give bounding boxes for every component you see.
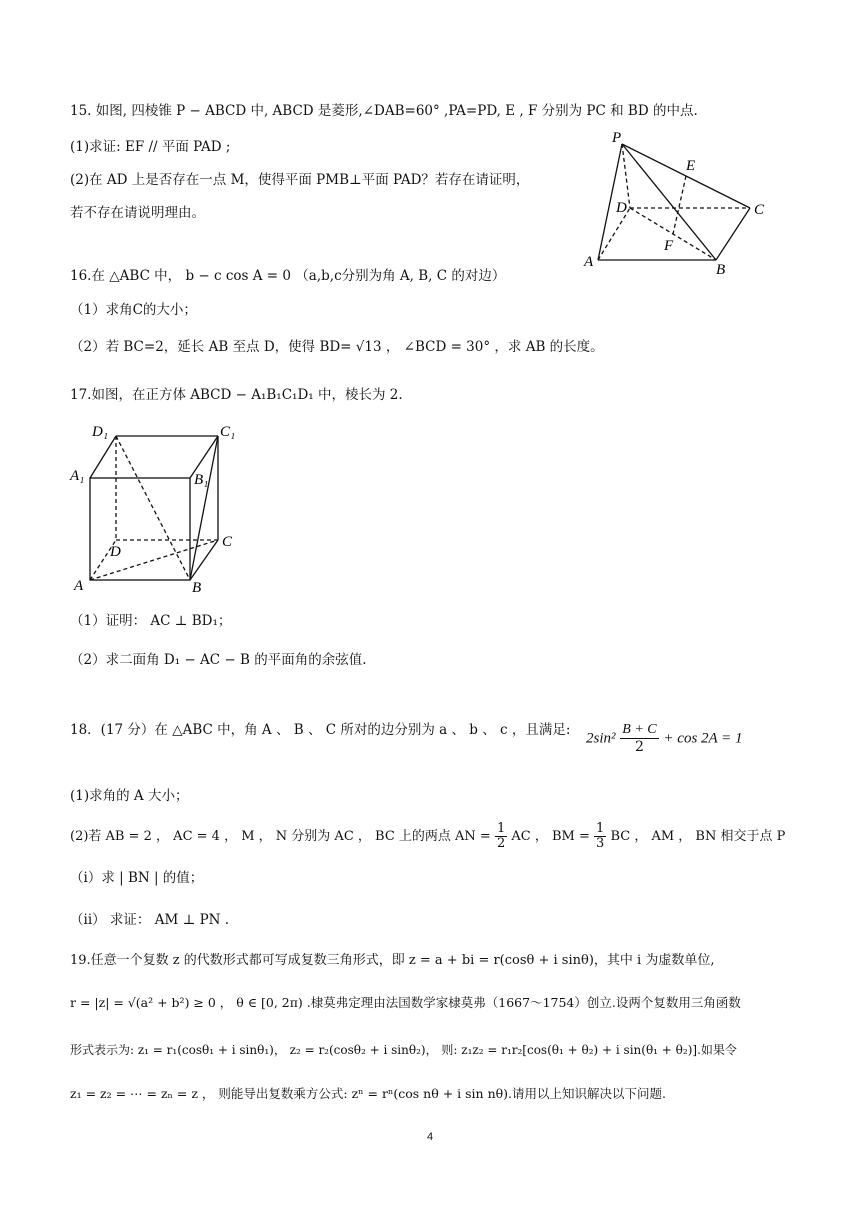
label-D: D	[616, 200, 627, 216]
q18-equation	[586, 722, 743, 755]
q18-line3	[70, 822, 785, 851]
pyramid-figure	[578, 128, 778, 278]
page-number: 4	[426, 1131, 434, 1143]
q18-frac2	[594, 822, 606, 851]
label-C: C	[222, 534, 233, 550]
label-C: C	[754, 202, 765, 218]
q19-line2: r = |z| = √(a² + b²) ≥ 0 ， θ ∈ [0, 2π) .棣莫弗定理由法国数学家棣莫弗（1667～1754）创立.设两个复数用三角函数	[70, 995, 741, 1010]
q18-line3-a: (2)若 AB = 2 ， AC = 4 ， M ， N 分别为 AC ， BC 上的两点 AN =	[70, 829, 491, 844]
q18-frac1-num: 1	[496, 821, 506, 836]
q15-line3: (2)在 AD 上是否存在一点 M，使得平面 PMB⊥平面 PAD？若存在请证明，	[70, 172, 530, 188]
q18-frac2-num: 1	[596, 821, 605, 836]
label-B: B	[192, 580, 202, 595]
label-B: B	[716, 262, 726, 278]
label-A: A	[584, 254, 594, 270]
q18-line4: （i）求 | BN | 的值；	[70, 870, 204, 886]
q18-line1: 18．(17 分）在 △ABC 中，角 A 、 B 、 C 所对的边分别为 a 、 b 、 c ，且满足:	[70, 722, 571, 738]
q15-line1: 15. 如图, 四棱锥 P − ABCD 中, ABCD 是菱形,∠DAB=60° ,PA=PD, E , F 分别为 PC 和 BD 的中点.	[70, 103, 698, 119]
q18-frac1-den: 2	[496, 836, 506, 851]
label-A1: A₁	[70, 468, 85, 484]
label-B1: B₁	[194, 472, 209, 488]
label-A: A	[74, 578, 84, 594]
q17-line1: 17.如图，在正方体 ABCD − A₁B₁C₁D₁ 中，棱长为 2.	[70, 387, 403, 403]
label-F: F	[664, 238, 674, 254]
q18-eq-suffix: + cos 2A = 1	[663, 730, 743, 747]
label-C1: C₁	[220, 424, 236, 440]
q19-line3: 形式表示为: z₁ = r₁(cosθ₁ + i sinθ₁)， z₂ = r₂(cosθ₂ + i sinθ₂)， 则: z₁z₂ = r₁r₂[cos(θ₁ + θ₂) + i sin(θ₁ + θ₂)].如果令	[70, 1043, 737, 1057]
q18-line5: （ii） 求证： AM ⊥ PN .	[70, 912, 230, 928]
q16-line3: （2）若 BC=2，延长 AB 至点 D，使得 BD= √13 ， ∠BCD = 30° ，求 AB 的长度。	[70, 339, 604, 355]
label-P: P	[612, 130, 622, 146]
q18-line3-b: AC ， BM =	[511, 829, 590, 844]
q19-line4: z₁ = z₂ = ⋯ = zₙ = z ， 则能导出复数乘方公式: zⁿ = rⁿ(cos nθ + i sin nθ).请用以上知识解决以下问题.	[70, 1086, 666, 1101]
q18-eq-num: B + C	[622, 722, 657, 737]
q19-line1: 19.任意一个复数 z 的代数形式都可写成复数三角形式，即 z = a + bi = r(cosθ + i sinθ)，其中 i 为虚数单位,	[70, 953, 715, 968]
q16-line1: 16.在 △ABC 中， b − c cos A = 0 （a,b,c分别为角 A, B, C 的对边）	[70, 268, 506, 284]
q17-line2: （1）证明： AC ⊥ BD₁；	[70, 613, 232, 629]
q18-line3-c: BC ， AM ， BN 相交于点 P	[610, 829, 786, 844]
q18-eq-fraction	[620, 722, 658, 755]
label-D: D	[110, 544, 121, 560]
q15-line4: 若不存在请说明理由。	[70, 205, 205, 221]
q16-line2: （1）求角C的大小；	[70, 302, 197, 318]
q18-eq-den: 2	[635, 739, 644, 755]
q18-frac1	[495, 822, 507, 851]
cube-figure	[66, 420, 246, 595]
label-E: E	[686, 158, 696, 174]
q18-line2: (1)求角的 A 大小；	[70, 788, 189, 804]
q18-eq-prefix: 2sin²	[586, 730, 616, 747]
q17-line3: （2）求二面角 D₁ − AC − B 的平面角的余弦值.	[70, 652, 367, 668]
label-D1: D₁	[92, 424, 109, 440]
q18-frac2-den: 3	[596, 836, 605, 851]
q15-line2: (1)求证: EF // 平面 PAD ;	[70, 139, 231, 155]
